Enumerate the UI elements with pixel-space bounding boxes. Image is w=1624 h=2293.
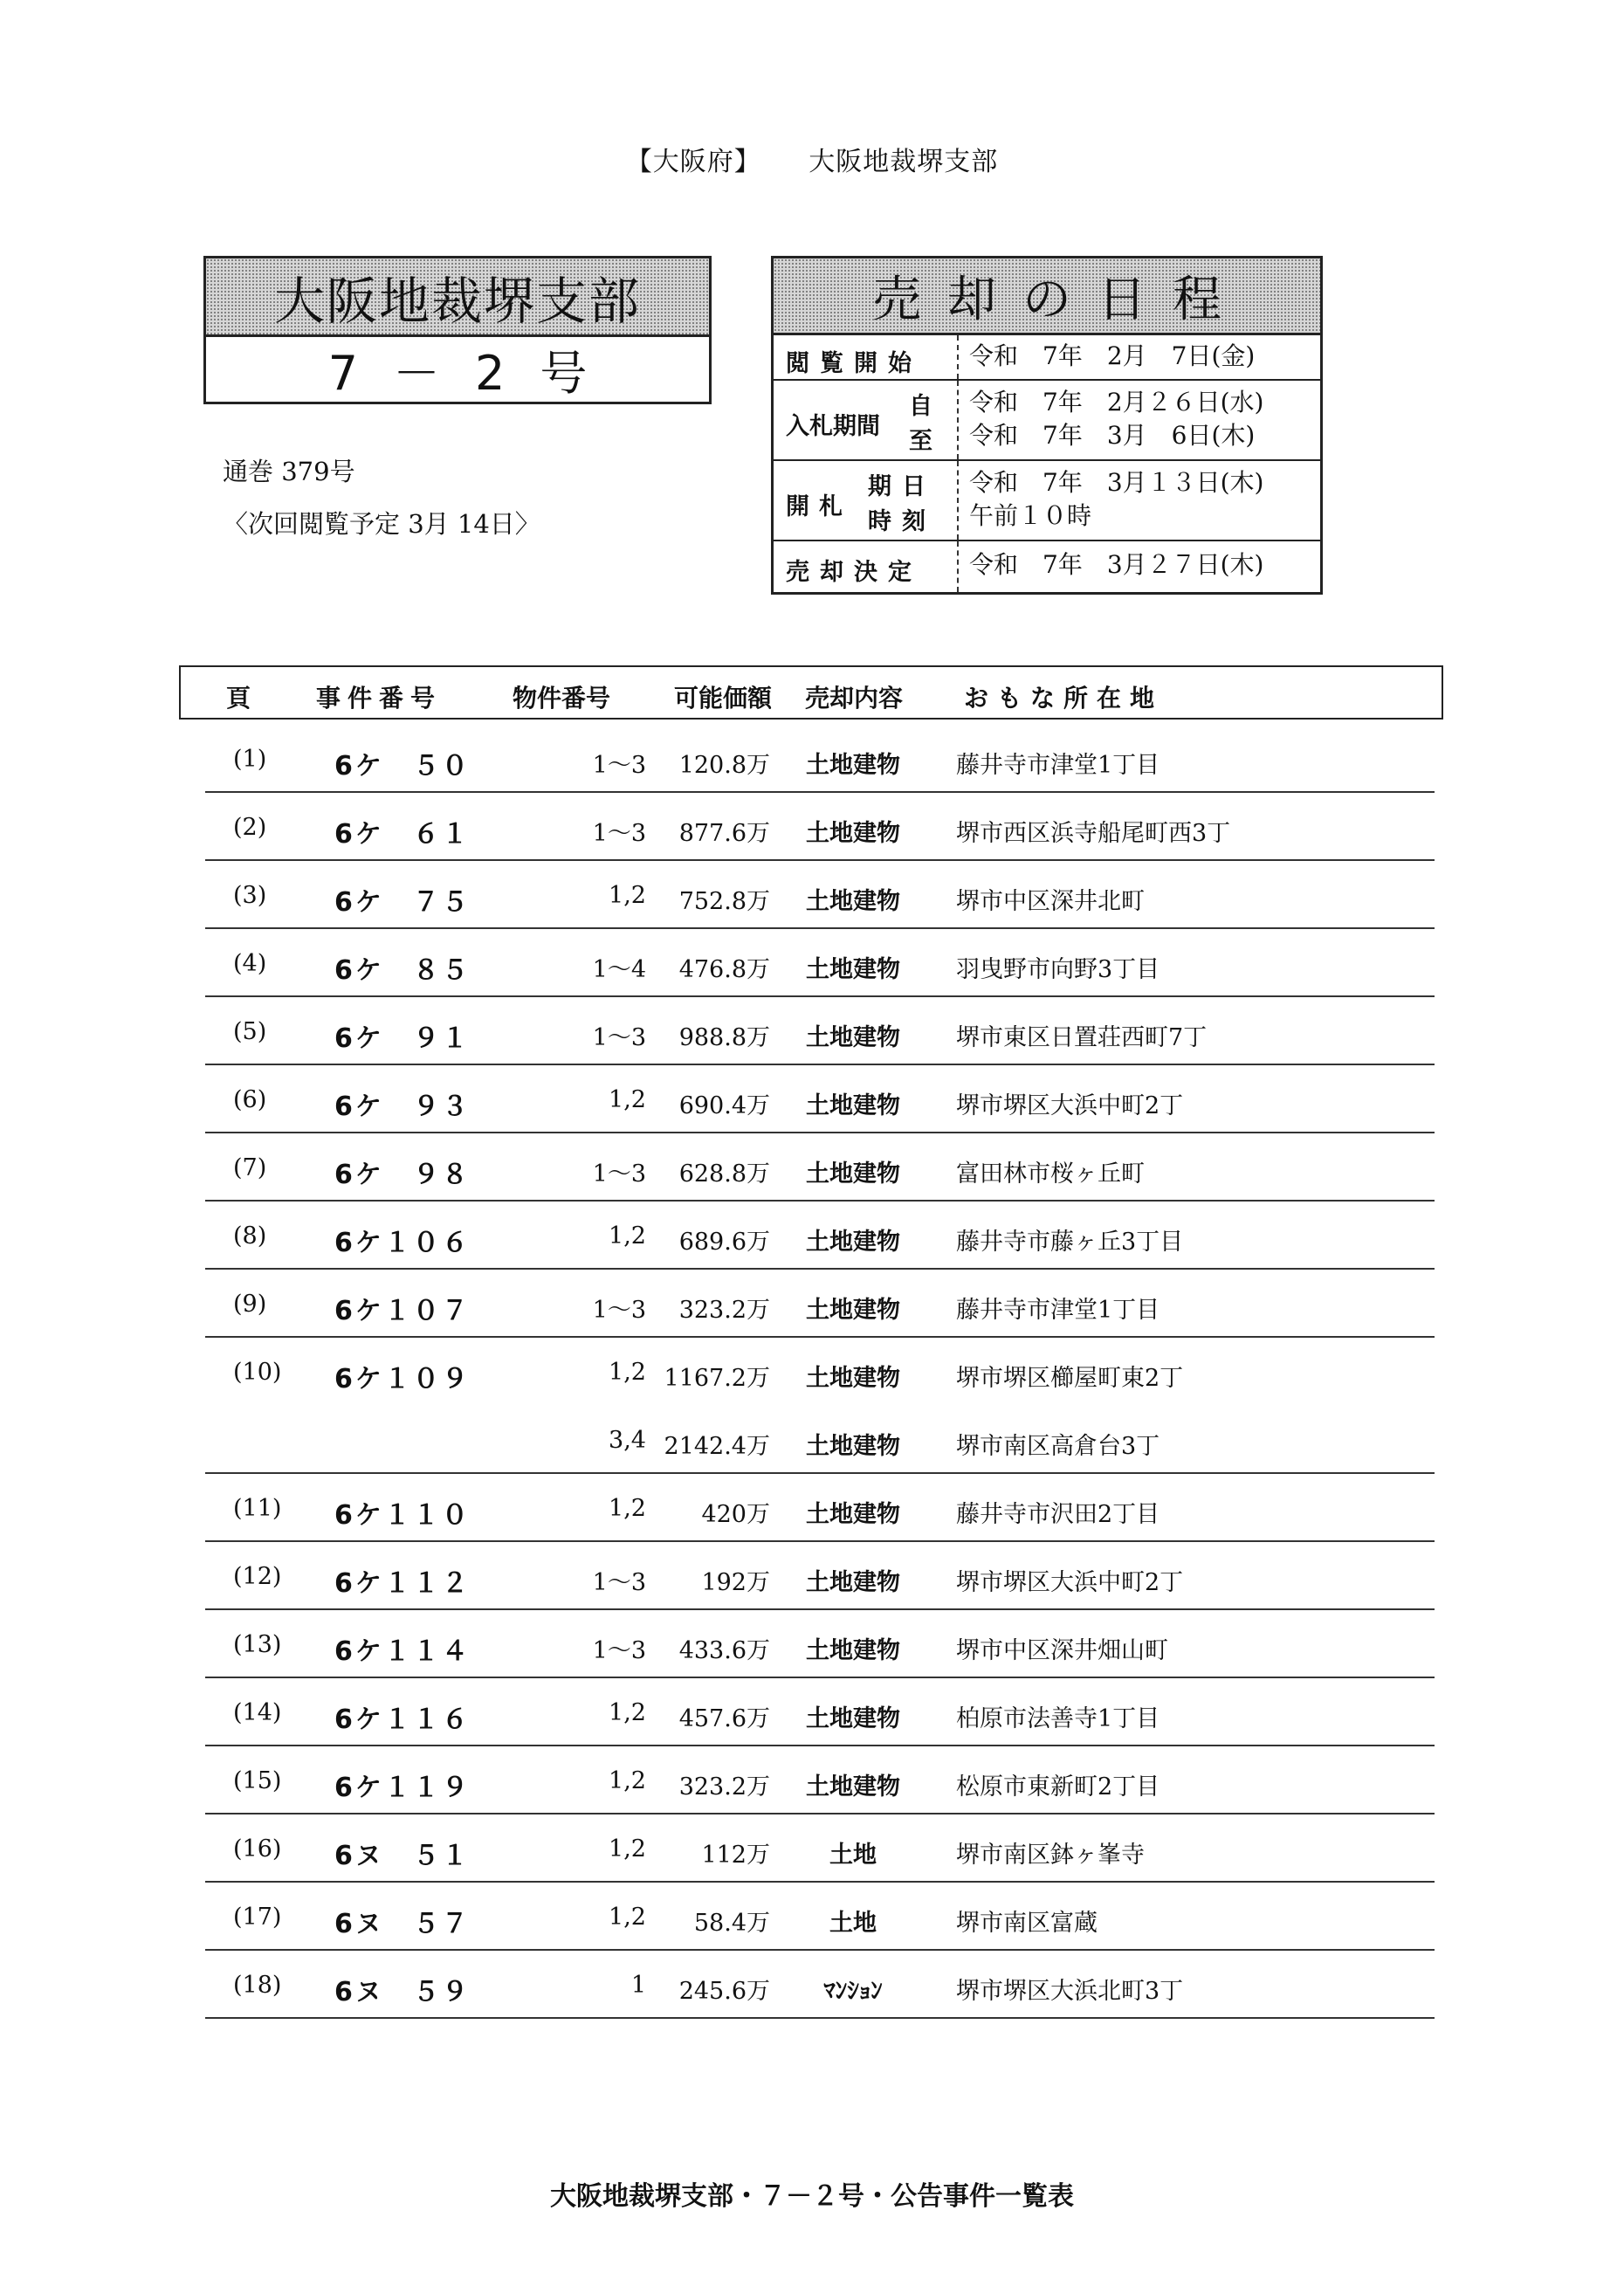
- row-address: 堺市中区深井北町: [956, 888, 1145, 915]
- row-item-number: 1～3: [592, 1024, 646, 1051]
- row-sale-type: 土地建物: [806, 1229, 900, 1256]
- row-address: 柏原市法善寺1丁目: [956, 1705, 1160, 1732]
- row-sale-type: 土地建物: [806, 1024, 900, 1051]
- sale-schedule-box: [771, 256, 1323, 595]
- row-price: 323.2万: [678, 1773, 770, 1801]
- row-page: (10): [233, 1359, 282, 1386]
- row-item-number: 1,2: [609, 1222, 646, 1250]
- row-case-number: 6ヌ ５９: [334, 1977, 471, 2007]
- row-sale-type: 土地建物: [806, 1637, 900, 1664]
- row-price: 245.6万: [678, 1978, 770, 2005]
- row-item-number: 1～3: [592, 1297, 646, 1324]
- next-view-date: 〈次回閲覧予定 3月 14日〉: [223, 509, 540, 539]
- row-page: (18): [233, 1972, 282, 1999]
- table-row: [205, 1678, 1435, 1746]
- row-address: 藤井寺市津堂1丁目: [956, 752, 1160, 779]
- row-case-number: 6ケ ９１: [334, 1023, 471, 1054]
- table-row: [205, 1338, 1435, 1406]
- bid-period-label: 入札期間: [786, 413, 880, 440]
- row-item-number: 1,2: [609, 1359, 646, 1386]
- court-issue-box: [203, 256, 712, 404]
- row-page: (11): [233, 1495, 282, 1522]
- row-address: 堺市堺区大浜中町2丁: [956, 1569, 1184, 1596]
- header-kind: 売却内容: [805, 684, 904, 713]
- page-header: [0, 140, 1624, 178]
- row-price: 433.6万: [678, 1637, 770, 1664]
- table-row: [205, 1746, 1435, 1814]
- row-address: 藤井寺市藤ヶ丘3丁目: [956, 1229, 1184, 1256]
- decision-label: 売却決定: [786, 559, 922, 586]
- row-sale-type: ﾏﾝｼｮﾝ: [823, 1978, 883, 2005]
- row-page: (3): [233, 882, 267, 909]
- row-price: 420万: [701, 1501, 770, 1528]
- row-price: 323.2万: [678, 1297, 770, 1324]
- row-case-number: 6ケ１１２: [334, 1568, 471, 1599]
- row-case-number: 6ケ１０６: [334, 1228, 471, 1258]
- row-price: 120.8万: [678, 752, 770, 779]
- row-price: 112万: [701, 1842, 770, 1869]
- volume-number: 通巻 379号: [223, 457, 355, 486]
- row-page: (1): [233, 746, 267, 773]
- row-address: 堺市堺区大浜北町3丁: [956, 1978, 1184, 2005]
- row-sale-type: 土地建物: [806, 1160, 900, 1188]
- row-address: 堺市南区鉢ヶ峯寺: [956, 1842, 1145, 1869]
- row-address: 堺市西区浜寺船尾町西3丁: [956, 820, 1231, 847]
- table-row: [205, 1065, 1435, 1133]
- open-date-label: 期日: [868, 473, 936, 500]
- row-case-number: 6ケ ７５: [334, 887, 471, 918]
- row-address: 堺市南区高倉台3丁: [956, 1433, 1160, 1460]
- row-sale-type: 土地建物: [806, 888, 900, 915]
- row-item-number: 1: [630, 1972, 646, 1999]
- table-row: [205, 1406, 1435, 1474]
- row-case-number: 6ケ１０９: [334, 1364, 471, 1394]
- row-item-number: 1,2: [609, 1699, 646, 1726]
- open-date: 令和 7年 3月１３日(木): [969, 468, 1264, 497]
- table-row: [205, 1474, 1435, 1542]
- table-row: [205, 1610, 1435, 1678]
- header-price: 可能価額: [674, 684, 773, 713]
- row-sale-type: 土地建物: [806, 1433, 900, 1460]
- table-row: [205, 861, 1435, 929]
- row-case-number: 6ヌ ５７: [334, 1909, 471, 1939]
- header-case: 事件番号: [316, 684, 443, 713]
- row-sale-type: 土地建物: [806, 1365, 900, 1392]
- row-price: 689.6万: [678, 1229, 770, 1256]
- table-row: [205, 997, 1435, 1065]
- row-page: (5): [233, 1018, 267, 1045]
- row-address: 松原市東新町2丁目: [956, 1773, 1160, 1801]
- row-sale-type: 土地建物: [806, 1092, 900, 1119]
- page-footer: 大阪地裁堺支部・７－２号・公告事件一覧表: [550, 2181, 1074, 2212]
- row-case-number: 6ケ ９８: [334, 1160, 471, 1190]
- row-price: 690.4万: [678, 1092, 770, 1119]
- table-row: [205, 1883, 1435, 1951]
- schedule-row-open: [774, 461, 1320, 541]
- row-page: (4): [233, 950, 267, 977]
- prefecture-label: 【大阪府】: [625, 147, 761, 177]
- row-item-number: 1,2: [609, 1835, 646, 1863]
- row-sale-type: 土地建物: [806, 1297, 900, 1324]
- row-price: 58.4万: [693, 1910, 770, 1937]
- row-address: 堺市南区富蔵: [956, 1910, 1098, 1937]
- row-price: 192万: [701, 1569, 770, 1596]
- row-page: (13): [233, 1631, 282, 1658]
- row-address: 堺市東区日置荘西町7丁: [956, 1024, 1208, 1051]
- row-case-number: 6ケ ６１: [334, 819, 471, 850]
- row-case-number: 6ケ１１４: [334, 1636, 471, 1667]
- row-address: 堺市堺区大浜中町2丁: [956, 1092, 1184, 1119]
- schedule-row-view: [774, 335, 1320, 381]
- bid-from-date: 令和 7年 2月２６日(水): [969, 388, 1264, 417]
- row-item-number: 1,2: [609, 1495, 646, 1522]
- row-item-number: 1～3: [592, 1160, 646, 1188]
- table-row: [205, 1133, 1435, 1202]
- table-row: [205, 1814, 1435, 1883]
- bid-open-label-b: 札: [819, 493, 843, 520]
- row-sale-type: 土地建物: [806, 1569, 900, 1596]
- row-page: (16): [233, 1835, 282, 1863]
- bid-to-label: 至: [909, 428, 932, 455]
- header-page: 頁: [226, 684, 251, 713]
- row-sale-type: 土地建物: [806, 820, 900, 847]
- bid-from-label: 自: [909, 393, 932, 420]
- row-sale-type: 土地建物: [806, 752, 900, 779]
- row-sale-type: 土地: [829, 1910, 877, 1937]
- issue-number: 7－2号: [327, 345, 623, 401]
- row-page: (12): [233, 1563, 282, 1590]
- row-page: (7): [233, 1154, 267, 1181]
- row-item-number: 1,2: [609, 1904, 646, 1931]
- row-address: 堺市中区深井畑山町: [956, 1637, 1168, 1664]
- row-page: (14): [233, 1699, 282, 1726]
- court-label: 大阪地裁堺支部: [809, 147, 999, 177]
- schedule-row-bid: [774, 381, 1320, 461]
- table-row: [205, 1202, 1435, 1270]
- row-item-number: 1,2: [609, 1767, 646, 1794]
- row-price: 877.6万: [678, 820, 770, 847]
- row-item-number: 3,4: [609, 1427, 646, 1454]
- row-case-number: 6ケ ５０: [334, 751, 471, 782]
- table-row: [205, 1951, 1435, 2019]
- row-address: 富田林市桜ヶ丘町: [956, 1160, 1145, 1188]
- row-page: (15): [233, 1767, 282, 1794]
- row-price: 1167.2万: [664, 1365, 770, 1392]
- view-start-label: 閲覧開始: [786, 350, 922, 377]
- row-sale-type: 土地建物: [806, 1705, 900, 1732]
- row-item-number: 1～3: [592, 820, 646, 847]
- row-case-number: 6ケ１０７: [334, 1296, 471, 1326]
- row-case-number: 6ケ ８５: [334, 955, 471, 986]
- row-address: 藤井寺市津堂1丁目: [956, 1297, 1160, 1324]
- row-price: 752.8万: [678, 888, 770, 915]
- schedule-title: 売却の日程: [774, 258, 1320, 335]
- table-header: [179, 665, 1443, 720]
- court-name: 大阪地裁堺支部: [206, 258, 709, 337]
- table-row: [205, 725, 1435, 793]
- row-price: 988.8万: [678, 1024, 770, 1051]
- row-sale-type: 土地: [829, 1842, 877, 1869]
- bid-open-label-a: 開: [786, 493, 809, 520]
- row-case-number: 6ヌ ５１: [334, 1841, 471, 1871]
- open-time-label: 時刻: [868, 508, 936, 535]
- row-page: (2): [233, 814, 267, 841]
- table-row: [205, 793, 1435, 861]
- view-start-date: 令和 7年 2月 7日(金): [969, 341, 1256, 370]
- row-price: 457.6万: [678, 1705, 770, 1732]
- row-sale-type: 土地建物: [806, 1501, 900, 1528]
- row-price: 476.8万: [678, 956, 770, 983]
- row-price: 2142.4万: [664, 1433, 770, 1460]
- row-case-number: 6ケ１１０: [334, 1500, 471, 1531]
- row-item-number: 1～3: [592, 1637, 646, 1664]
- row-page: (6): [233, 1086, 267, 1113]
- case-list: [205, 725, 1435, 2019]
- row-page: (17): [233, 1904, 282, 1931]
- header-item: 物件番号: [513, 684, 611, 713]
- row-price: 628.8万: [678, 1160, 770, 1188]
- row-case-number: 6ケ１１６: [334, 1704, 471, 1735]
- decision-date: 令和 7年 3月２７日(木): [969, 550, 1264, 579]
- table-row: [205, 929, 1435, 997]
- row-item-number: 1～3: [592, 1569, 646, 1596]
- row-page: (9): [233, 1291, 267, 1318]
- row-case-number: 6ケ ９３: [334, 1091, 471, 1122]
- schedule-row-decision: [774, 541, 1320, 592]
- table-row: [205, 1542, 1435, 1610]
- bid-to-date: 令和 7年 3月 6日(木): [969, 421, 1256, 450]
- row-item-number: 1,2: [609, 1086, 646, 1113]
- row-address: 藤井寺市沢田2丁目: [956, 1501, 1160, 1528]
- open-time: 午前１０時: [969, 501, 1092, 530]
- row-item-number: 1～3: [592, 752, 646, 779]
- row-address: 堺市堺区櫛屋町東2丁: [956, 1365, 1184, 1392]
- row-sale-type: 土地建物: [806, 1773, 900, 1801]
- row-item-number: 1～4: [592, 956, 646, 983]
- row-sale-type: 土地建物: [806, 956, 900, 983]
- row-case-number: 6ケ１１９: [334, 1773, 471, 1803]
- row-page: (8): [233, 1222, 267, 1250]
- header-address: おもな所在地: [964, 684, 1164, 713]
- table-row: [205, 1270, 1435, 1338]
- row-address: 羽曳野市向野3丁目: [956, 956, 1160, 983]
- row-item-number: 1,2: [609, 882, 646, 909]
